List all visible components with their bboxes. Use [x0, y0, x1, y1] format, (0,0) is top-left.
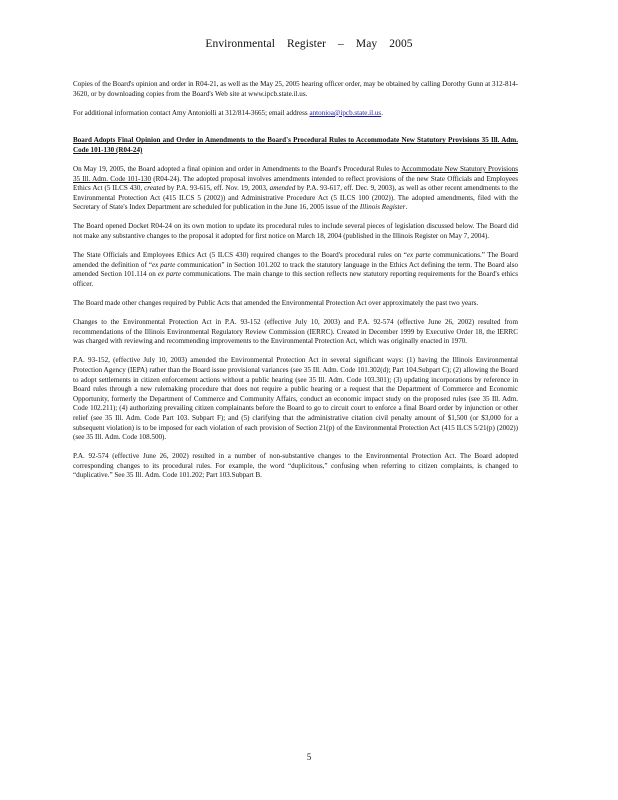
p3-text-d: communications. The main change to this section reflects new statutory reporting requirements for the Board's ethics officer.	[73, 270, 518, 288]
p3-ex-parte-1: ex parte	[406, 251, 431, 260]
page-header: Environmental Register – May 2005	[205, 38, 413, 50]
contact-paragraph	[73, 109, 518, 119]
article-paragraph-5: Changes to the Environmental Protection Act in P.A. 93-152 (effective July 10, 2003) and P.A. 92-574 (effective June 26, 2002) resulted from recommendations of the Illinois Environmental Regulatory Review Commission (IERRC). Created in December 1999 by Executive Order 18, the IERRC was charged with reviewing and recommending improvements to the Environmental Protection Act, which was originally enacted in 1970.	[73, 318, 518, 346]
p1-text-a: On May 19, 2005, the Board adopted a final opinion and order in Amendments to the Board's Procedural Rules to	[73, 164, 400, 173]
p3-text-c: communication” in Section 101.202 to track the statutory language in the Ethics Act defining the term. The Board also amended Section 101.114 on	[73, 260, 519, 279]
p3-ex-parte-2: ex parte	[151, 260, 176, 269]
p1-text-e: .	[405, 203, 408, 212]
contact-suffix: .	[381, 108, 383, 117]
article-paragraph-7: P.A. 92-574 (effective June 26, 2002) resulted in a number of non-substantive changes to the Environmental Protection Act. The Board adopted corresponding changes to its procedural rules. For example, the word “duplicitous,” confusing when referring to citizen complaints, is changed to “duplicative.” See 35 Ill. Adm. Code 101.202; Part 103.Subpart B.	[73, 452, 518, 480]
p3-text-b: communications.” The Board amended the definition of “	[73, 251, 518, 269]
p1-text-d: by P.A. 93-617, eff. Dec. 9, 2003), as well as other recent amendments to the Environmental Protection Act (415 ILCS 5 (2002)) and Administrative Procedure Act (5 ILCS 100 (2002)). The adopted amendments, filed with the Secretary of State's Index Department are scheduled for publication in the June 16, 2005 issue of the	[73, 184, 518, 212]
copies-paragraph: Copies of the Board's opinion and order in R04-21, as well as the May 25, 2005 hearing officer order, may be obtained by calling Dorothy Gunn at 312-814-3620, or by downloading copies from the Board's Web site at www.ipcb.state.il.us.	[73, 80, 518, 98]
article-paragraph-2: The Board opened Docket R04-24 on its own motion to update its procedural rules to include several pieces of legislation discussed below. The Board did not make any substantive changes to the proposal it adopted for first notice on March 18, 2004 (published in the Illinois Register on May 7, 2004).	[73, 222, 518, 241]
p1-docket-reference: Accommodate New Statutory Provisions 35 Ill. Adm. Code 101-130	[73, 164, 519, 183]
p1-created-italic: created	[144, 184, 166, 193]
page-content	[73, 80, 518, 491]
article-paragraph-6: P.A. 93-152, (effective July 10, 2003) amended the Environmental Protection Act in several significant ways: (1) having the Illinois Environmental Protection Agency (IEPA) rather than the Board issue provisional variances (see 35 Ill. Adm. Code 101.302(d); Part 104.Subpart C); (2) allowing the Board to adopt settlements in citizen enforcement actions without a public hearing (see 35 Ill. Adm. Code 103.301); (3) updating incorporations by reference in Board rules through a new rulemaking procedure that does not require a public hearing or a request that the Department of Commerce and Economic Opportunity, formerly the Department of Commerce and Community Affairs, conduct an economic impact study on the proposed rules (see 35 Ill. Adm. Code 102.211); (4) authorizing prevailing citizen complainants before the Board to go to circuit court to enforce a final Board order by injunction or other relief (see 35 Ill. Adm. Code Part 103. Subpart F); and (5) clarifying that the administrative citation civil penalty amount of $1,500 (or $3,000 for a subsequent violation) is to be imposed for each violation of each provision of Section 21(p) of the Environmental Protection Act (415 ILCS 5/21(p) (2002)) (see 35 Ill. Adm. Code 108.500).	[73, 356, 518, 442]
article-paragraph-1	[73, 165, 518, 213]
contact-email-link[interactable]: antonioa@ipcb.state.il.us	[309, 108, 382, 117]
contact-prefix: For additional information contact Amy Antoniolli at 312/814-3665; email address	[73, 108, 308, 117]
p1-illinois-register-italic: Illinois Register	[359, 203, 406, 212]
p3-ex-parte-3: ex parte	[157, 270, 182, 279]
p1-amended-italic: amended	[269, 184, 296, 193]
article-paragraph-4: The Board made other changes required by Public Acts that amended the Environmental Protection Act over approximately the past two years.	[73, 299, 479, 307]
p3-text-a: The State Officials and Employees Ethics Act (5 ILCS 430) required changes to the Board's procedural rules on “	[73, 251, 407, 260]
p1-text-c: by P.A. 93-615, eff. Nov. 19, 2003,	[167, 184, 268, 193]
p1-text-b: (R04-24). The adopted proposal involves amendments intended to reflect provisions of the new State Officials and Employees Ethics Act (5 ILCS 430,	[73, 174, 518, 193]
article-title: Board Adopts Final Opinion and Order in Amendments to the Board's Procedural Rules to Accommodate New Statutory Provisions 35 Ill. Adm. Code 101-130 (R04-24)	[73, 136, 518, 154]
article-paragraph-3	[73, 251, 518, 289]
page-number: 5	[306, 752, 312, 762]
